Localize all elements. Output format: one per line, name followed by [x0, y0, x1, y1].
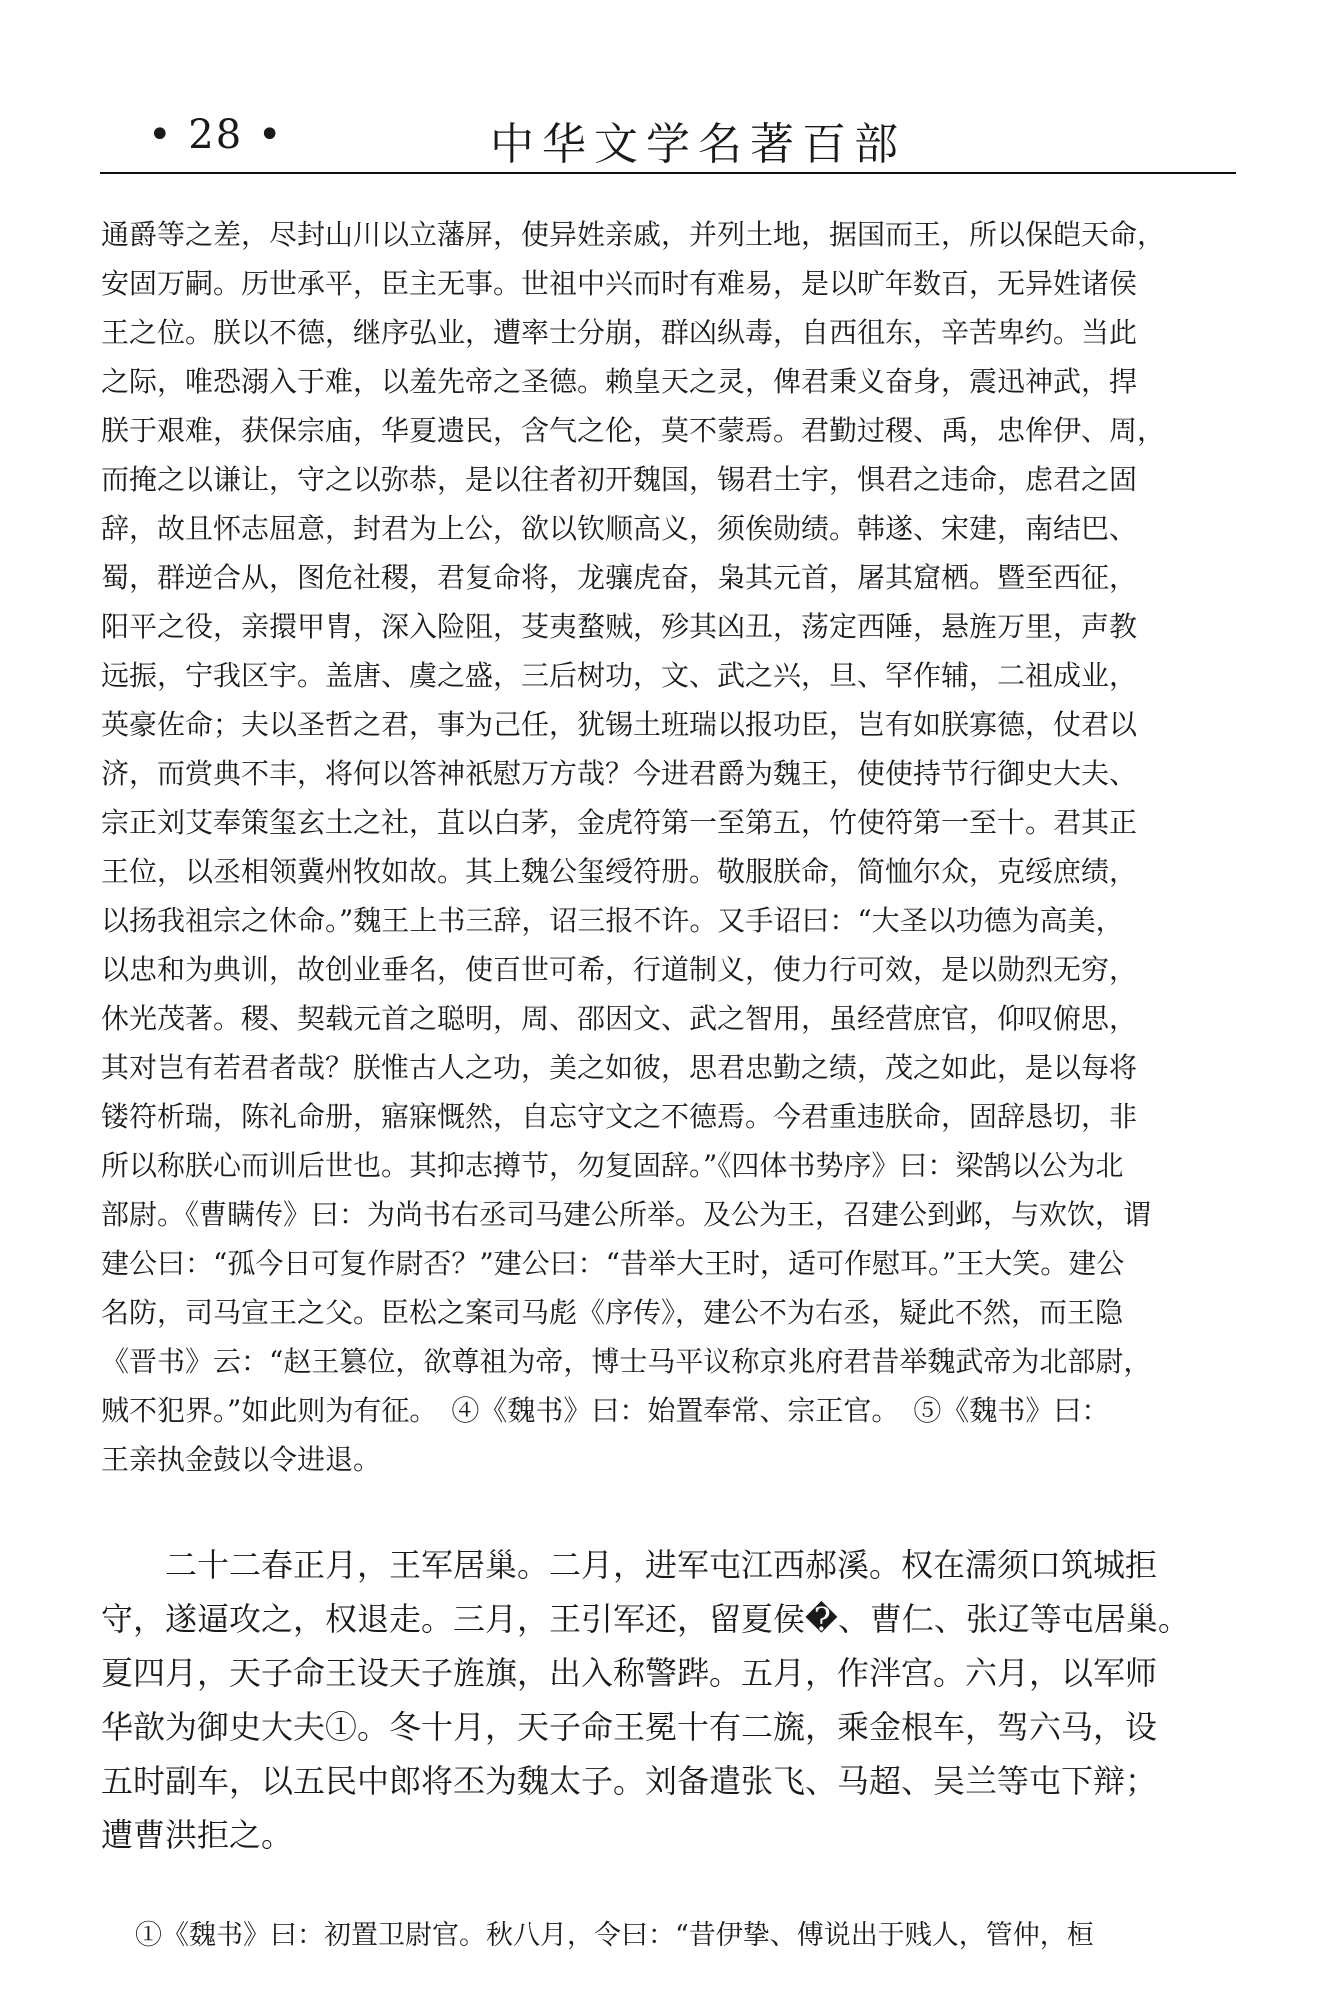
- main-text-line: 遭曹洪拒之。: [101, 1816, 294, 1854]
- commentary-line: 安固万嗣。历世承平，臣主无事。世祖中兴而时有难易，是以旷年数百，无异姓诸侯: [101, 267, 1138, 300]
- main-text-line: 夏四月，天子命王设天子旌旗，出入称警跸。五月，作泮宫。六月，以军师: [101, 1654, 1158, 1692]
- commentary-line: 朕于艰难，获保宗庙，华夏遗民，含气之伦，莫不蒙焉。君勤过稷、禹，忠侔伊、周，: [101, 414, 1166, 447]
- commentary-line: 部尉。《曹瞒传》曰：为尚书右丞司马建公所举。及公为王，召建公到邺，与欢饮，谓: [101, 1198, 1152, 1231]
- main-text-block: [101, 1538, 1235, 1862]
- commentary-line: 王位，以丞相领冀州牧如故。其上魏公玺绶符册。敬服朕命，简恤尔众，克绥庶绩，: [101, 855, 1138, 888]
- commentary-line: 阳平之役，亲擐甲胄，深入险阻，芟夷蝥贼，殄其凶丑，荡定西陲，悬旌万里，声教: [101, 610, 1138, 643]
- commentary-block: [101, 210, 1235, 1484]
- commentary-line: 以扬我祖宗之休命。”魏王上书三辞，诏三报不许。又手诏曰：“大圣以功德为高美，: [101, 904, 1124, 937]
- commentary-line: 蜀，群逆合从，图危社稷，君复命将，龙骧虎奋，枭其元首，屠其窟栖。暨至西征，: [101, 561, 1138, 594]
- main-text-line: 二十二春正月，王军居巢。二月，进军屯江西郝溪。权在濡须口筑城拒: [101, 1546, 1158, 1584]
- commentary-line: 英豪佐命；夫以圣哲之君，事为己任，犹锡土班瑞以报功臣，岂有如朕寡德，仗君以: [101, 708, 1138, 741]
- commentary-line: 辞，故且怀志屈意，封君为上公，欲以钦顺高义，须俟勋绩。韩遂、宋建，南结巴、: [101, 512, 1138, 545]
- commentary-line: 贼不犯界。”如此则为有征。 ④《魏书》曰：始置奉常、宗正官。 ⑤《魏书》曰：: [101, 1394, 1110, 1427]
- commentary-line: 之际，唯恐溺入于难，以羞先帝之圣德。赖皇天之灵，俾君秉义奋身，震迅神武，捍: [101, 365, 1138, 398]
- footnote-line: ①《魏书》曰：初置卫尉官。秋八月，令曰：“昔伊挚、傅说出于贱人，管仲，桓: [135, 1920, 1094, 1951]
- book-title: 中华文学名著百部: [490, 119, 906, 170]
- main-text-line: 守，遂逼攻之，权退走。三月，王引军还，留夏侯�、曹仁、张辽等屯居巢。: [101, 1600, 1190, 1638]
- commentary-line: 名防，司马宣王之父。臣松之案司马彪《序传》，建公不为右丞，疑此不然，而王隐: [101, 1296, 1124, 1329]
- commentary-line: 王亲执金鼓以令进退。: [101, 1443, 382, 1476]
- main-text-line: 华歆为御史大夫①。冬十月，天子命王冕十有二旒，乘金根车，驾六马，设: [101, 1708, 1158, 1746]
- commentary-line: 《晋书》云：“赵王篡位，欲尊祖为帝，博士马平议称京兆府君昔举魏武帝为北部尉，: [101, 1345, 1152, 1378]
- commentary-line: 其对岂有若君者哉？朕惟古人之功，美之如彼，思君忠勤之绩，茂之如此，是以每将: [101, 1051, 1138, 1084]
- commentary-line: 远振，宁我区宇。盖唐、虞之盛，三后树功，文、武之兴，旦、罕作辅，二祖成业，: [101, 659, 1138, 692]
- commentary-line: 所以称朕心而训后世也。其抑志撙节，勿复固辞。”《四体书势序》曰：梁鹄以公为北: [101, 1149, 1124, 1182]
- commentary-line: 镂符析瑞，陈礼命册，寤寐慨然，自忘守文之不德焉。今君重违朕命，固辞恳切，非: [101, 1100, 1138, 1133]
- commentary-line: 济，而赏典不丰，将何以答神祇慰万方哉？今进君爵为魏王，使使持节行御史大夫、: [101, 757, 1138, 790]
- commentary-line: 而掩之以谦让，守之以弥恭，是以往者初开魏国，锡君土宇，惧君之违命，虑君之固: [101, 463, 1138, 496]
- commentary-line: 王之位。朕以不德，继序弘业，遭率士分崩，群凶纵毒，自西徂东，辛苦卑约。当此: [101, 316, 1138, 349]
- commentary-line: 通爵等之差，尽封山川以立藩屏，使异姓亲戚，并列土地，据国而王，所以保皑天命，: [101, 218, 1166, 251]
- commentary-line: 休光茂著。稷、契载元首之聪明，周、邵因文、武之智用，虽经营庶官，仰叹俯思，: [101, 1002, 1138, 1035]
- commentary-line: 建公曰：“孤今日可复作尉否？”建公曰：“昔举大王时，适可作慰耳。”王大笑。建公: [101, 1247, 1125, 1280]
- page-number: • 28 •: [148, 112, 284, 158]
- commentary-line: 宗正刘艾奉策玺玄土之社，苴以白茅，金虎符第一至第五，竹使符第一至十。君其正: [101, 806, 1138, 839]
- main-text-line: 五时副车，以五民中郎将丕为魏太子。刘备遣张飞、马超、吴兰等屯下辩；: [101, 1762, 1158, 1800]
- commentary-line: 以忠和为典训，故创业垂名，使百世可希，行道制义，使力行可效，是以勋烈无穷，: [101, 953, 1138, 986]
- header-rule: [100, 172, 1236, 174]
